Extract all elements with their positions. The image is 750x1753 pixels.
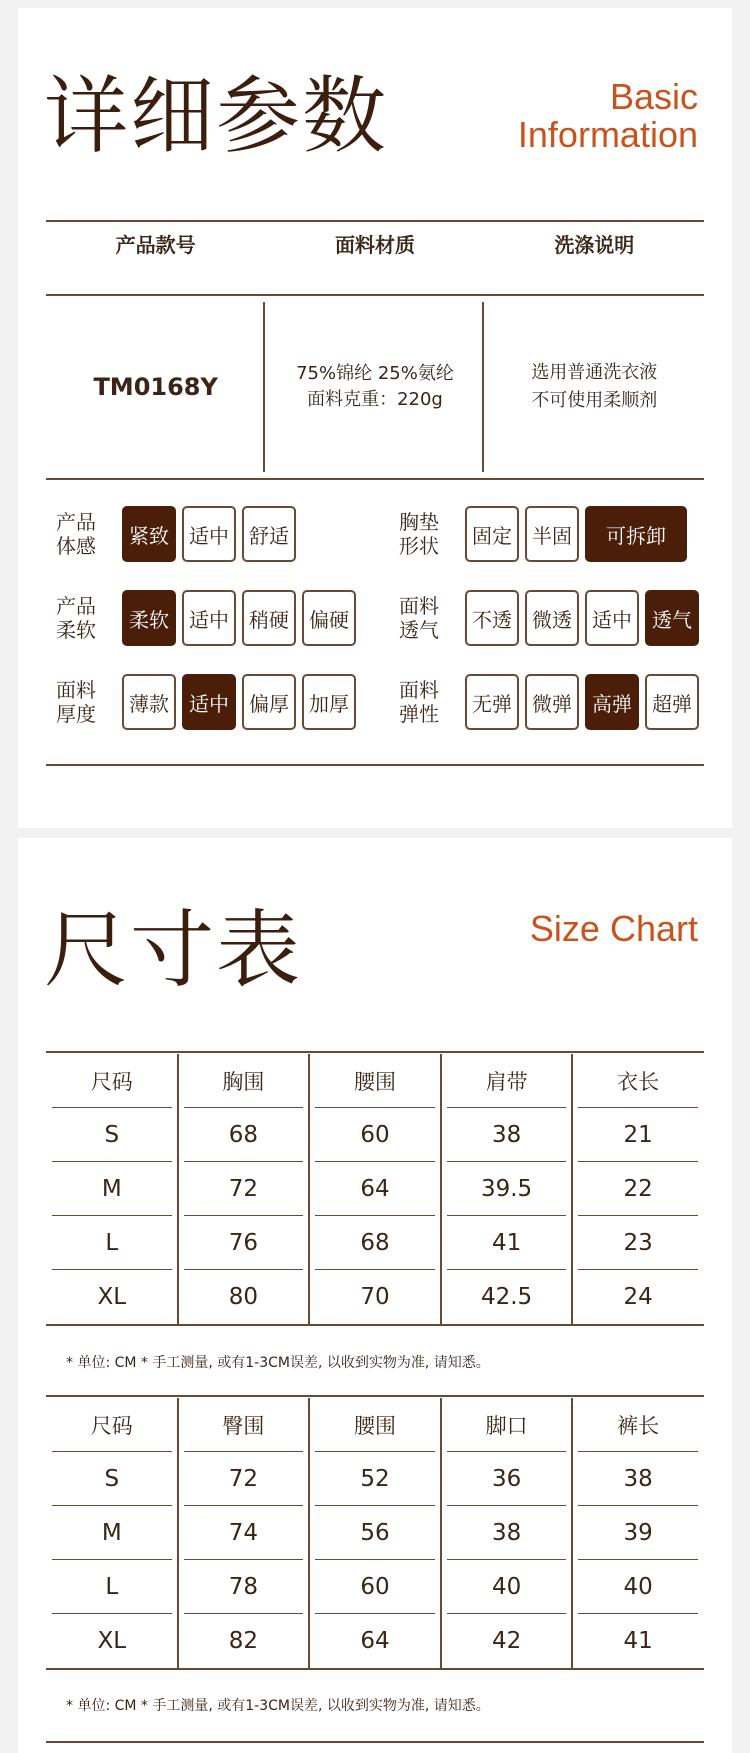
table-cell: 39.5 <box>441 1162 573 1216</box>
table-cell: 72 <box>178 1452 310 1506</box>
option-chip: 柔软 <box>122 590 176 646</box>
model-number: TM0168Y <box>93 373 218 401</box>
option-chip: 无弹 <box>465 674 519 730</box>
size-chart-card <box>18 838 732 1753</box>
option-chip: 适中 <box>182 590 236 646</box>
option-chip: 微透 <box>525 590 579 646</box>
option-chip: 高弹 <box>585 674 639 730</box>
option-chip: 舒适 <box>242 506 296 562</box>
table-cell: 80 <box>228 1284 259 1310</box>
table-cell: 74 <box>178 1506 310 1560</box>
table-cell: 64 <box>360 1628 390 1654</box>
size-table-bottom <box>46 1398 704 1668</box>
attr-label: 面料 弹性 <box>399 678 439 726</box>
option-chip: 适中 <box>182 506 236 562</box>
size-title: 尺寸表 <box>44 901 303 999</box>
table-cell: 70 <box>360 1284 390 1310</box>
divider <box>440 1398 442 1668</box>
column-header: 胸围 <box>178 1054 310 1108</box>
divider <box>308 1398 310 1668</box>
column-header: 肩带 <box>441 1054 573 1108</box>
divider <box>46 1395 704 1397</box>
fabric-info: 75%锦纶 25%氨纶 面料克重：220g <box>296 363 454 410</box>
option-chip: 微弹 <box>525 674 579 730</box>
option-chip: 固定 <box>465 506 519 562</box>
table-row <box>46 1560 704 1614</box>
table-cell: M <box>46 1162 178 1216</box>
table-cell: 23 <box>572 1216 704 1270</box>
table-cell: 38 <box>441 1506 573 1560</box>
table-cell: 42 <box>491 1628 522 1654</box>
size-table-top <box>46 1054 704 1324</box>
table-cell: 52 <box>309 1452 441 1506</box>
basic-en-title: Basic Information <box>517 76 698 155</box>
divider <box>177 1054 179 1324</box>
table-cell: 68 <box>309 1216 441 1270</box>
attr-pad-shape <box>399 506 687 562</box>
table-cell: 72 <box>178 1162 310 1216</box>
table-cell: 38 <box>441 1108 573 1162</box>
attr-label: 胸垫 形状 <box>399 510 439 558</box>
attr-label: 面料 厚度 <box>56 678 96 726</box>
info-body-row <box>46 302 704 472</box>
divider <box>177 1398 179 1668</box>
table-cell: S <box>46 1452 178 1506</box>
attr-label: 产品 体感 <box>56 510 96 558</box>
table-cell: L <box>46 1560 178 1614</box>
divider <box>308 1054 310 1324</box>
table-cell: 22 <box>572 1162 704 1216</box>
table-cell: 68 <box>178 1108 310 1162</box>
option-chip: 半固 <box>525 506 579 562</box>
basic-title: 详细参数 <box>44 67 389 165</box>
option-chip: 偏硬 <box>302 590 356 646</box>
table-cell: 36 <box>441 1452 573 1506</box>
attr-thickness <box>56 674 356 730</box>
option-chip: 偏厚 <box>242 674 296 730</box>
table-row <box>46 1614 704 1668</box>
attr-breathability <box>399 590 699 646</box>
measurement-note: * 单位: CM * 手工测量, 或有1-3CM误差, 以收到实物为准, 请知悉。 <box>66 1355 490 1371</box>
option-chip: 适中 <box>585 590 639 646</box>
table-cell: 24 <box>623 1284 653 1310</box>
divider <box>482 302 484 472</box>
info-header-row <box>46 220 704 270</box>
attr-feel <box>56 506 296 562</box>
column-header: 尺码 <box>46 1054 178 1108</box>
table-cell: 76 <box>178 1216 310 1270</box>
divider <box>46 1741 704 1743</box>
attr-label: 产品 柔软 <box>56 594 96 642</box>
table-row <box>46 1162 704 1216</box>
column-header: 裤长 <box>572 1398 704 1452</box>
size-en-title: Size Chart <box>529 908 698 949</box>
option-chip: 紧致 <box>122 506 176 562</box>
table-cell: 64 <box>309 1162 441 1216</box>
option-chip: 适中 <box>182 674 236 730</box>
option-chip: 超弹 <box>645 674 699 730</box>
column-header: 衣长 <box>572 1054 704 1108</box>
option-chip: 加厚 <box>302 674 356 730</box>
table-header-row <box>46 1054 704 1108</box>
table-cell: 41 <box>623 1628 653 1654</box>
table-cell: XL <box>97 1284 127 1310</box>
table-row <box>46 1108 704 1162</box>
divider <box>571 1398 573 1668</box>
divider <box>46 1051 704 1053</box>
table-cell: 21 <box>572 1108 704 1162</box>
table-cell: 60 <box>309 1108 441 1162</box>
attr-softness <box>56 590 356 646</box>
column-header: 臀围 <box>178 1398 310 1452</box>
table-cell: M <box>46 1506 178 1560</box>
divider <box>263 302 265 472</box>
table-cell: XL <box>97 1628 127 1654</box>
column-header: 腰围 <box>309 1054 441 1108</box>
table-cell: 42.5 <box>480 1284 533 1310</box>
divider <box>571 1054 573 1324</box>
basic-info-card <box>18 8 732 828</box>
table-cell: L <box>46 1216 178 1270</box>
option-chip: 稍硬 <box>242 590 296 646</box>
divider <box>46 294 704 296</box>
table-row <box>46 1216 704 1270</box>
divider <box>46 1324 704 1326</box>
measurement-note: * 单位: CM * 手工测量, 或有1-3CM误差, 以收到实物为准, 请知悉。 <box>66 1698 490 1714</box>
column-header: 腰围 <box>309 1398 441 1452</box>
table-header-row <box>46 1398 704 1452</box>
table-cell: 39 <box>572 1506 704 1560</box>
table-row <box>46 1270 704 1324</box>
table-cell: 78 <box>178 1560 310 1614</box>
divider <box>46 1668 704 1670</box>
attr-elasticity <box>399 674 699 730</box>
header-model: 产品款号 <box>115 233 196 257</box>
divider <box>46 478 704 480</box>
table-cell: S <box>46 1108 178 1162</box>
divider <box>440 1054 442 1324</box>
column-header: 脚口 <box>441 1398 573 1452</box>
table-cell: 40 <box>441 1560 573 1614</box>
option-chip: 不透 <box>465 590 519 646</box>
table-cell: 41 <box>441 1216 573 1270</box>
table-cell: 40 <box>572 1560 704 1614</box>
option-chip: 薄款 <box>122 674 176 730</box>
wash-info: 选用普通洗衣液 不可使用柔顺剂 <box>531 362 658 411</box>
table-row <box>46 1506 704 1560</box>
header-wash: 洗涤说明 <box>554 233 635 257</box>
option-chip: 透气 <box>645 590 699 646</box>
table-cell: 60 <box>309 1560 441 1614</box>
column-header: 尺码 <box>46 1398 178 1452</box>
table-cell: 38 <box>572 1452 704 1506</box>
table-cell: 82 <box>228 1628 259 1654</box>
divider <box>46 764 704 766</box>
table-cell: 56 <box>309 1506 441 1560</box>
option-chip: 可拆卸 <box>585 506 687 562</box>
header-fabric: 面料材质 <box>334 233 415 257</box>
table-row <box>46 1452 704 1506</box>
attr-label: 面料 透气 <box>399 594 439 642</box>
